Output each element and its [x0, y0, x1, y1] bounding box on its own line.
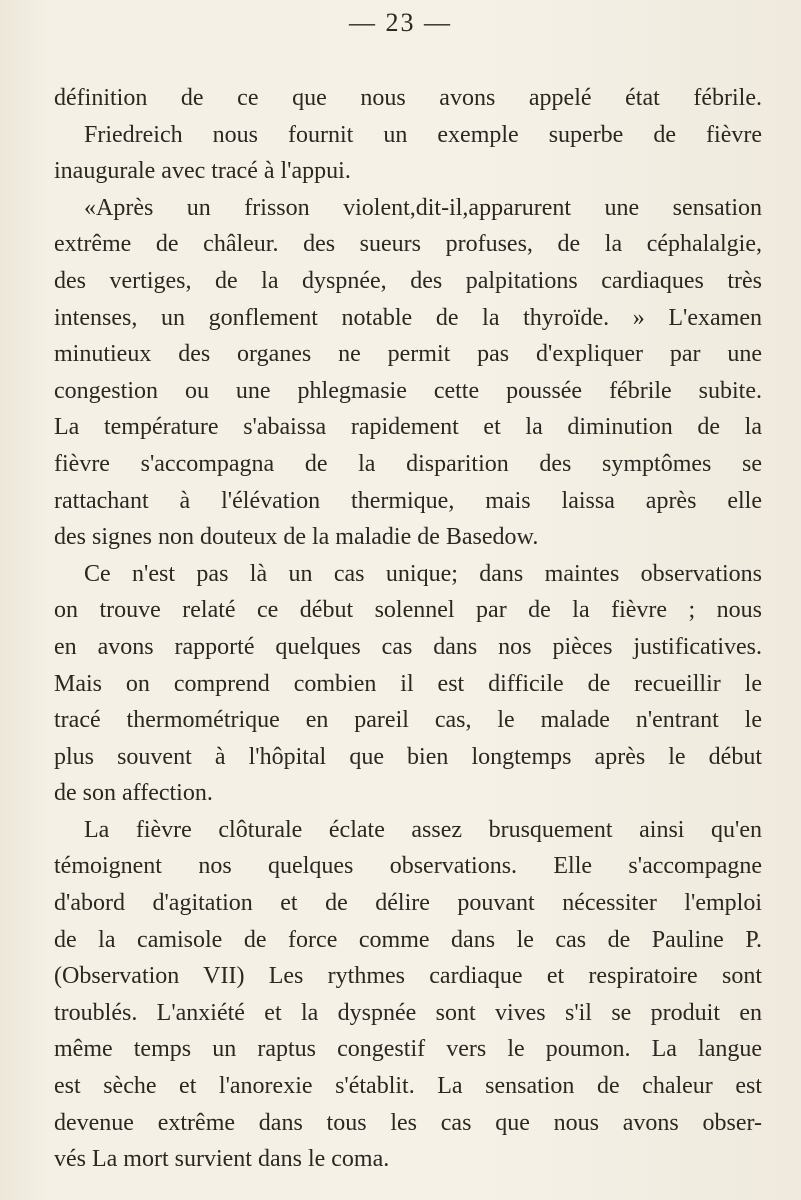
text-line: vés La mort survient dans le coma. [54, 1146, 390, 1173]
text-line: tracé thermométrique en pareil cas, le malade n'entrant le [54, 707, 762, 734]
text-line: «Après un frisson violent,dit-il,apparurent une sensation [84, 194, 762, 221]
text-line: intenses, un gonflement notable de la thyroïde. » L'examen [54, 304, 762, 331]
text-line: même temps un raptus congestif vers le poumon. La langue [54, 1036, 762, 1063]
text-line: plus souvent à l'hôpital que bien longtemps après le début [54, 743, 762, 770]
text-line: inaugurale avec tracé à l'appui. [54, 158, 351, 185]
text-line: extrême de châleur. des sueurs profuses, de la céphalalgie, [54, 231, 762, 258]
text-line: des vertiges, de la dyspnée, des palpitations cardiaques très [54, 267, 762, 294]
text-line: en avons rapporté quelques cas dans nos pièces justificatives. [54, 633, 762, 660]
text-line: d'abord d'agitation et de délire pouvant nécessiter l'emploi [54, 890, 762, 917]
text-line: devenue extrême dans tous les cas que nous avons obser- [54, 1109, 762, 1136]
text-line: La fièvre clôturale éclate assez brusquement ainsi qu'en [84, 816, 762, 843]
text-line: Ce n'est pas là un cas unique; dans maintes observations [84, 560, 762, 587]
text-line: Mais on comprend combien il est difficile de recueillir le [54, 670, 762, 697]
text-line: fièvre s'accompagna de la disparition des symptômes se [54, 450, 762, 477]
text-line: (Observation VII) Les rythmes cardiaque et respiratoire sont [54, 963, 762, 990]
text-line: de la camisole de force comme dans le cas de Pauline P. [54, 926, 762, 953]
text-line: congestion ou une phlegmasie cette poussée fébrile subite. [54, 377, 762, 404]
text-line: La température s'abaissa rapidement et la diminution de la [54, 414, 762, 441]
text-line: témoignent nos quelques observations. Elle s'accompagne [54, 853, 762, 880]
text-line: définition de ce que nous avons appelé état fébrile. [54, 85, 762, 111]
text-line: Friedreich nous fournit un exemple superbe de fièvre [84, 121, 762, 148]
page-number: — 23 — [349, 8, 452, 37]
text-line: de son affection. [54, 780, 213, 807]
body-text [54, 80, 762, 1178]
text-line: minutieux des organes ne permit pas d'expliquer par une [54, 341, 762, 368]
text-line: rattachant à l'élévation thermique, mais laissa après elle [54, 487, 762, 514]
text-line: on trouve relaté ce début solennel par de la fièvre ; nous [54, 597, 762, 624]
text-line: des signes non douteux de la maladie de Basedow. [54, 524, 539, 551]
text-line: est sèche et l'anorexie s'établit. La sensation de chaleur est [54, 1073, 762, 1100]
text-line: troublés. L'anxiété et la dyspnée sont vives s'il se produit en [54, 999, 762, 1026]
